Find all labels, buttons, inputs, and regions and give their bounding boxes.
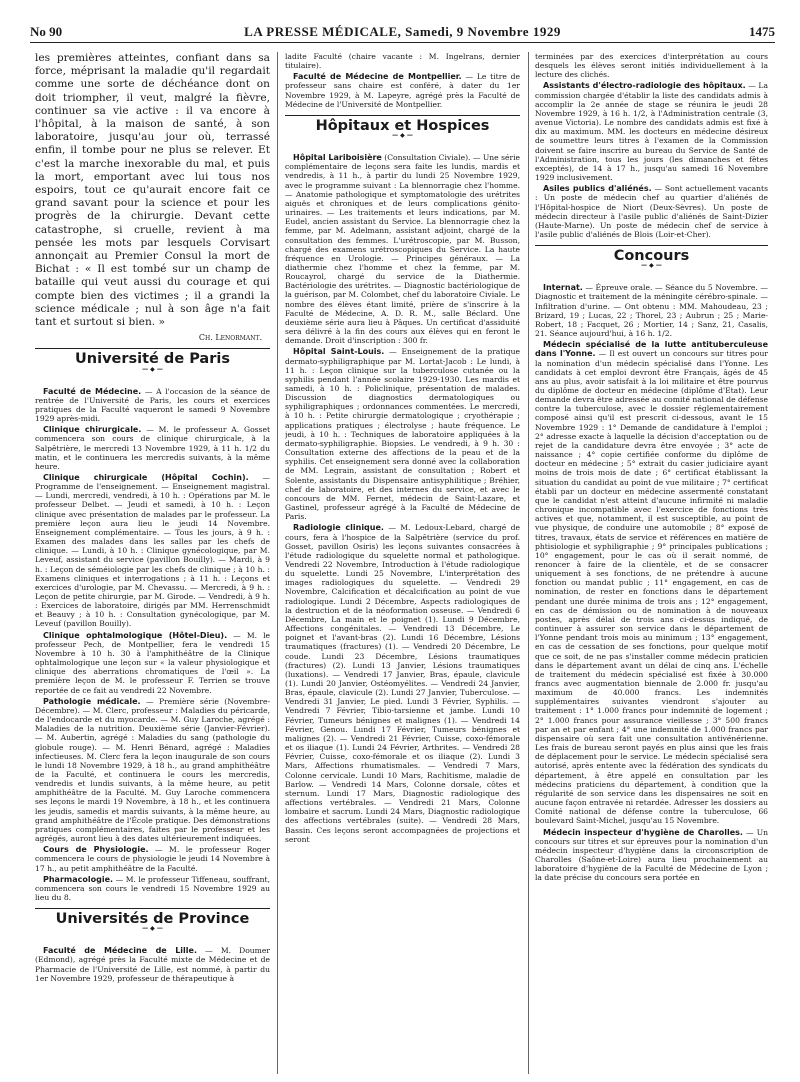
article [285, 347, 520, 521]
ornament: — ◆ — [392, 132, 413, 140]
article-label: Clinique chirurgicale (Hôpital Cochin). [43, 472, 249, 482]
section-title: Université de Paris [75, 351, 230, 368]
article-text: — Un concours sur titres et sur épreuves pour la nomination d'un médecin inspecteur d'hygiène dans la circonscription de Charolles (Saône-et-Loire) aura lieu prochainement au laboratoire d'hygiène de la Faculté de Médecine de Lyon ; la date précise du concours sera portée en [535, 827, 768, 883]
article-text: — Première série (Novembre-Décembre). — M. Clerc, professeur : Maladies du péricarde, de l'endocarde et du myocarde. — M. Guy Laroche, agrégé : Maladies de la nutrition. Deuxième série (Janvier-Février). — M. Aubertin, agrégé : Maladies du sang (pathologie du globule rouge). — M. Henri Bénard, agrégé : Maladies infectieuses. M. Clerc fera la leçon inaugurale de son cours le lundi 18 Novembre 1929, à 18 h., au grand amphithéâtre de la Faculté, et continuera le cours les mercredis, vendredis et lundis suivants, à la même heure, au petit amphithéâtre de la Faculté. M. Guy Laroche commencera ses leçons le mardi 19 Novembre, à 18 h., et les continuera les jeudis, samedis et mardis suivants, à la même heure, au grand amphithéâtre de l'École pratique. Des démonstrations pratiques complémentaires, faites par le professeur et les agrégés, auront lieu à des dates ultérieurement indiquées. [35, 696, 270, 844]
article [35, 946, 270, 983]
article [285, 523, 520, 843]
article [35, 697, 270, 844]
article [35, 875, 270, 902]
article-text: — Sont actuellement vacants : Un poste de médecin chef au quartier d'aliénés de l'Hôpital-hospice de Niort (Deux-Sèvres). Un poste de médecin directeur à l'asile public d'aliénés de Saint-Dizier (Haute-Marne). Un poste de médecin chef de service à l'asile public d'aliénés de Blois (Loir-et-Cher). [535, 184, 768, 239]
column-rule-1 [277, 52, 278, 1074]
article-label: Radiologie clinique. [293, 523, 384, 533]
obituary-text: les premières atteintes, confiant dans sa force, méprisant la maladie qu'il regardait comme une sorte de déchéance dont on doit triompher, il veut, malgré la fièvre, continuer sa vie active : il va encore à l'hôpital, à la maison de santé, à son laboratoire, jusqu'au jour où, terrassé enfin, il tombe pour ne plus se relever. Et c'est la marche inexorable du mal, et puis la mort, emportant avec lui tous nos espoirs, tout ce qu'aurait encore fait ce grand savant pour la science et pour les progrès de la chirurgie. Devant cette catastrophe, si cruelle, revient à ma pensée les mots par lesquels Corvisart annonçait au Premier Consul la mort de Bichat : « Il est tombé sur un champ de bataille qui veut aussi du courage et qui compte bien des victimes ; il a grandi la science médicale ; nul à son âge n'a fait tant et surtout si bien. » [35, 52, 270, 329]
article-label: Faculté de Médecine. [43, 386, 142, 396]
ornament: — ◆ — [142, 365, 163, 373]
article-label: Clinique chirurgicale. [43, 425, 142, 435]
article-text: — Épreuve orale. — Séance du 5 Novembre. — Diagnostic et traitement de la méningite cérébro-spinale. — Infiltration d'urine. — Ont obtenu : MM. Mahoudeau, 23 ; Brizard, 19 ; Lucas, 22 ; Thorel, 23 ; Aubrun ; 25 ; Marie-Robert, 18 ; Facquet, 26 ; Mortier, 14 ; Sanz, 21, Casalis, 21. Séance aujourd'hui, à 16 h. 1/2. [535, 283, 768, 339]
article-label: Faculté de Médecine de Montpellier. [293, 72, 462, 82]
section-title: Universités de Province [55, 911, 250, 928]
article-text: — Le titre de professeur sans chaire est conféré, à dater du 1er Novembre 1929, à M. Lapeyre, agrégé près la Faculté de Médecine de l'Université de Montpellier. [285, 72, 520, 109]
article-label: Asiles publics d'aliénés. [543, 184, 652, 194]
article [35, 473, 270, 629]
article [285, 72, 520, 109]
section-heading [285, 115, 520, 147]
article-text: — Enseignement de la pratique dermato-syphiligraphique par M. Lortat-Jacob : Le lundi, à 11 h. : Leçon clinique sur la tuberculose cutanée ou la syphilis pendant l'année scolaire 1929-1930. Les mardis et samedi, à 10 h. : Policlinique, présentation de malades. Discussion de diagnostics dermatologiques ou syphiligraphiques ; ordonnances commentées. Le mercredi, à 10 h. : Petite chirurgie dermatologique ; cryothérapie ; applications pratiques ; électrolyse ; haute fréquence. Le jeudi, à 10 h. : Techniques de laboratoire appliquées à la dermato-syphiligraphie. Biopsies. Le vendredi, à 9 h. 30 : Consultation externe des affections de la peau et de la syphilis. Cet enseignement sera donné avec la collaboration de MM. Legrain, assistant de consultation ; Robert et Solente, assistants du Dispensaire antisyphilitique ; Bréhier, chef de laboratoire, et des internes du service, et avec le concours de MM. Fernet, médecin de Saint-Lazare, et Gastinel, professeur agrégé à la Faculté de Médecine de Paris. [285, 347, 520, 522]
section-heading [35, 908, 270, 940]
article-continued: ladite Faculté (chaire vacante : M. Ingelrans, dernier titulaire). [285, 52, 520, 71]
section-title: Concours [613, 248, 690, 265]
article [535, 828, 768, 883]
article-label: Cours de Physiologie. [43, 845, 149, 855]
column-1 [35, 52, 270, 1077]
article-text: — Programme de l'enseignement. — Enseignement magistral. — Lundi, mercredi, vendredi, à 10 h. : Opérations par M. le professeur Delbet. — Jeudi et samedi, à 10 h. : Leçon clinique avec présentation de malades par le professeur. La première leçon aura lieu le jeudi 14 Novembre. Enseignement complémentaire. — Tous les jours, à 9 h. : Examen des malades dans les salles par les chefs de clinique. — Lundi, à 10 h. : Clinique gynécologique, par M. Leveuf, assistant du service (pavillon Bouilly). — Mardi, à 9 h. : Leçon de séméiologie par les chefs de clinique ; à 10 h. : Examens cliniques et interrogations ; à 11 h. : Leçons et exercices d'urologie, par M. Chevassu. — Mercredi, à 9 h. : Leçon de petite chirurgie, par M. Girode. — Vendredi, à 9 h. : Exercices de laboratoire, dirigés par MM. Herrenschmidt et Beauvy ; à 10 h. : Consultation gynécologique, par M. Leveuf (pavillon Bouilly). [35, 472, 270, 629]
article-label: Hôpital Saint-Louis. [293, 347, 385, 357]
article [35, 425, 270, 471]
article-text: — M. le professeur A. Gosset commencera son cours de clinique chirurgicale, à la Salpêtrière, le mercredi 13 Novembre 1929, à 11 h. 1/2 du matin, et le continuera les mercredis suivants, à la même heure. [35, 425, 270, 471]
article [35, 387, 270, 424]
column-rule-2 [528, 52, 529, 1074]
journal-title: LA PRESSE MÉDICALE, Samedi, 9 Novembre 1929 [244, 24, 561, 39]
page-number: 1475 [749, 24, 775, 39]
article-label: Faculté de Médecine de Lille. [43, 946, 197, 956]
article [35, 631, 270, 695]
section-heading [535, 245, 768, 277]
article-label: Clinique ophtalmologique (Hôtel-Dieu). [43, 630, 228, 640]
article [535, 340, 768, 825]
article [535, 283, 768, 338]
column-2 [285, 52, 520, 1077]
signature: Ch. Lenormant. [198, 333, 262, 343]
article-text: — M. le professeur Roger commencera le cours de physiologie le jeudi 14 Novembre à 17 h., au petit amphithéâtre de la Faculté. [35, 845, 270, 873]
ornament: — ◆ — [142, 925, 163, 933]
article [535, 81, 768, 182]
section-heading [35, 348, 270, 380]
article-text: (Consultation Civiale). — Une série complémentaire de leçons sera faite les lundis, mardis et vendredis, à 11 h., à partir du lundi 25 Novembre 1929, avec le programme suivant : La blennorragie chez l'homme. — Anatomie pathologique et symptomatologie des urétrites aiguës et chroniques et de leurs complications génito-urinaires. — Les traitements et leurs indications, par M. Eudel, ancien assistant du Service. La blennorragie chez la femme, par M. Adelmann, assistant adjoint, chargé de la consultation des femmes. L'urétroscopie, par M. Busson, chargé des examens urétroscopiques du Service. La haute fréquence en Urologie. — Principes généraux. — La diathermie chez l'homme et chez la femme, par M. Roucayrol, chargé du service de la Diathermie. Bactériologie des urétrites. — Diagnostic bactériologique de la guérison, par M. Colombet, chef du laboratoire Civiale. Le nombre des élèves étant limité, prière de s'inscrire à la Faculté de Médecine, A. D. R. M., salle Béclard. Une deuxième série aura lieu à Pâques. Un certificat d'assiduité sera délivré à la fin des cours aux élèves qui en feront le demande. Droit d'inscription : 300 fr. [285, 153, 520, 346]
article-text: — M. le professeur Pech, de Montpellier, fera le vendredi 15 Novembre à 10 h. 30 à l'amphithéâtre de la Clinique ophtalmologique une leçon sur « la valeur physiologique et clinique des aberrations chromatiques de l'œil ». La première leçon de M. le professeur F. Terrien se trouve reportée de ce fait au vendredi 22 Novembre. [35, 630, 270, 695]
page-header [30, 20, 775, 43]
article-text: — M. Doumer (Edmond), agrégé près la Faculté mixte de Médecine et de Pharmacie de l'Université de Lille, est nommé, à partir du 1er Novembre 1929, professeur de thérapeutique à [35, 946, 270, 983]
article [35, 845, 270, 872]
article-label: Pathologie médicale. [43, 696, 141, 706]
article [535, 184, 768, 239]
article-label: Hôpital Lariboisière [293, 153, 382, 163]
article-label: Assistants d'électro-radiologie des hôpitaux. [543, 81, 746, 91]
article-text: — Il est ouvert un concours sur titres pour la nomination d'un médecin spécialisé dans l'Yonne. Les candidats à cet emploi devront être Français, âgés de 45 ans au plus, avoir satisfait à la loi militaire et être pourvus du diplôme de docteur en médecine (diplôme d'Etat). Leur demande devra être adressée au comité national de défense contre la tuberculose, avec le dossier réglementairement composé ainsi qu'il est prescrit ci-dessous, avant le 15 Novembre 1929 : 1° Demande de candidature à l'emploi ; 2° adresse exacte à laquelle la décision d'acceptation ou de rejet de la candidature devra être envoyée ; 3° acte de naissance ; 4° copie certifiée conforme du diplôme de docteur en médecine ; 5° extrait du casier judiciaire ayant moins de trois mois de date ; 6° certificat établissant la situation du candidat au point de vue militaire ; 7° certificat établi par un docteur en médecine assermenté constatant que le candidat n'est atteint d'aucune infirmité ni maladie chronique incompatible avec l'exercice de fonctions très actives et que, notamment, il est susceptible, au point de vue physique, de conduire une automobile ; 8° exposé de titres, travaux, états de service et références en matière de phtisiologie et syphiligraphie ; 9° principales publications ; 10° engagement, pour le cas où il serait nommé, de renoncer à faire de la clientèle, et de se consacrer uniquement à ses fonctions, de ne prétendre à aucune fonction ou mandat public ; 11° engagement, en cas de nomination, de rester en fonctions dans le département pendant une durée minima de trois ans ; 12° engagement, en cas de démission ou de nomination à de nouveaux postes, après délai de trois ans ci-dessus indiqué, de continuer à assurer son service dans le département de l'Yonne pendant trois mois au minimum ; 13° engagement, en cas de cessation de ses fonctions, pour quelque motif que ce soit, de ne pas s'installer comme médecin praticien dans le département avant un délai de cinq ans. L'échelle de traitement du médecin spécialisé est fixée à 30.000 francs avec augmentation biennale de 2.000 fr. jusqu'au maximum de 40.000 francs. Les indemnités supplémentaires suivantes viendront s'ajouter au traitement : 1° 1.000 francs pour indemnité de logement ; 2° 1.000 francs pour assurance vieillesse ; 3° 500 francs par an et par enfant ; 4° une indemnité de 1.000 francs par dispensaire où sera fait une consultation antivénérienne. Les frais de bureau seront payés en plus ainsi que les frais de déplacement pour le service. Le médecin spécialisé sera autorisé, après entente avec la fédération des syndicats du département, à être appelé en consultation par les médecins praticiens du département, à condition que la régularité de son service dans les dispensaires ne soit en aucune façon entravée ni retardée. Adresser les dossiers au Comité national de défense contre la tuberculose, 66 boulevard Saint-Michel, jusqu'au 15 Novembre. [535, 349, 768, 826]
article-text: — M. Ledoux-Lebard, chargé de cours, fera à l'hospice de la Salpêtrière (service du prof. Gosset, pavillon Osiris) les leçons suivantes consacrées à l'étude radiologique du squelette normal et pathologique. Vendredi 22 Novembre, Introduction à l'étude radiologique du squelette. Lundi 25 Novembre, L'interprétation des images radiologiques du squelette. — Vendredi 29 Novembre, Calcification et décalcification au point de vue radiologique. Lundi 2 Décembre, Aspects radiologiques de la destruction et de la néoformation osseuse. — Vendredi 6 Décembre, La main et le poignet (1). Lundi 9 Décembre, Affections congénitales. — Vendredi 13 Décembre, Le poignet et l'avant-bras (2). Lundi 16 Décembre, Lésions traumatiques (fractures) (1). — Vendredi 20 Décembre, Le coude. Lundi 23 Décembre, Lésions traumatiques (fractures) (2). Lundi 13 Janvier, Lésions traumatiques (luxations). — Vendredi 17 Janvier, Bras, épaule, clavicule (1). Lundi 20 Janvier, Ostéomyélites. — Vendredi 24 Janvier, Bras, épaule, clavicule (2). Lundi 27 Janvier, Tuberculose. — Vendredi 31 Janvier, Le pied. Lundi 3 Février, Syphilis. — Vendredi 7 Février, Tibio-tarsienne et jambe. Lundi 10 Février, Tumeurs bénignes et malignes (1). — Vendredi 14 Février, Genou. Lundi 17 Février, Tumeurs bénignes et malignes (2). — Vendredi 21 Février, Cuisse, coxo-fémorale et os iliaque (1). Lundi 24 Février, Arthrites. — Vendredi 28 Février, Cuisse, coxo-fémorale et os iliaque (2). Lundi 3 Mars, Affections rhumatismales. — Vendredi 7 Mars, Colonne cervicale. Lundi 10 Mars, Rachitisme, maladie de Barlow. — Vendredi 14 Mars, Colonne dorsale, côtes et sternum. Lundi 17 Mars, Diagnostic radiologique des affections vertébrales. — Vendredi 21 Mars, Colonne lombaire et sacrum. Lundi 24 Mars, Diagnostic radiologique des affections vertébrales (suite). — Vendredi 28 Mars, Bassin. Ces leçons seront accompagnées de projections et seront [285, 523, 520, 844]
article-text: — A l'occasion de la séance de rentrée de l'Université de Paris, les cours et exercices pratiques de la Faculté vaqueront le samedi 9 Novembre 1929 après-midi. [35, 386, 270, 424]
issue-number: No 90 [30, 24, 63, 39]
article-label: Médecin inspecteur d'hygiène de Charolles. [543, 827, 743, 837]
article-label: Pharmacologie. [43, 874, 114, 884]
article-label: Internat. [543, 283, 583, 293]
article-text: — M. le professeur Tiffeneau, souffrant, commencera son cours le vendredi 15 Novembre 1929 au lieu du 8. [35, 874, 270, 903]
section-title: Hôpitaux et Hospices [315, 117, 490, 134]
ornament: — ◆ — [641, 262, 662, 270]
column-3 [535, 52, 768, 1077]
article-text: — La commission chargée d'établir la liste des candidats admis à accomplir la 2e année de stage se réunira le jeudi 28 Novembre 1929, à 16 h. 1/2, à l'Administration centrale (3, avenue Victoria). Le nombre des candidats admis est fixé à dix au maximum. MM. les docteurs en médecine désireux de soumettre leurs titres à l'examen de la Commission doivent se faire inscrire au bureau du Service de Santé de l'Administration, tous les jours (les dimanches et fêtes exceptés), de 14 à 17 h., jusqu'au samedi 16 Novembre 1929 inclusivement. [535, 81, 768, 183]
article-continued: terminées par des exercices d'interprétation au cours desquels les élèves seront initiés individuellement à la lecture des clichés. [535, 52, 768, 80]
article [285, 153, 520, 345]
article-label: Médecin spécialisé de la lutte antituberculeuse dans l'Yonne. [535, 340, 768, 359]
